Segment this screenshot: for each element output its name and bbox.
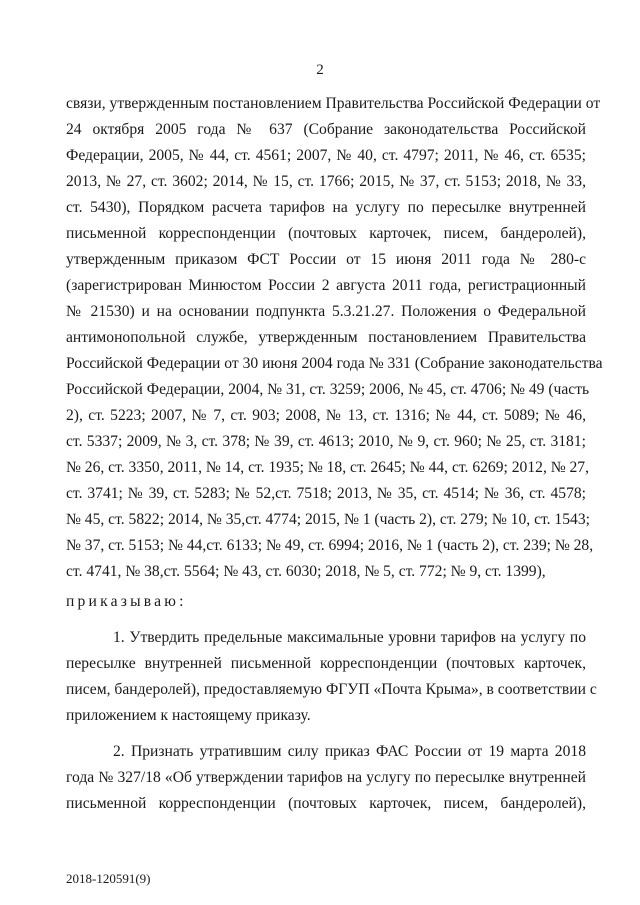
paragraph-line: 24 октября 2005 года № 637 (Собрание законодательства Российской [66, 121, 586, 138]
paragraph-line: (зарегистрирован Минюстом России 2 августа 2011 года, регистрационный [66, 277, 586, 294]
item1-line: 1. Утвердить предельные максимальные уровни тарифов на услугу по [113, 629, 586, 646]
paragraph-line: Российской Федерации, 2004, № 31, ст. 3259; 2006, № 45, ст. 4706; № 49 (часть [66, 381, 590, 398]
paragraph-line: связи, утвержденным постановлением Правительства Российской Федерации от [66, 95, 601, 112]
paragraph-line: № 26, ст. 3350, 2011, № 14, ст. 1935; № 18, ст. 2645; № 44, ст. 6269; 2012, № 27, [66, 459, 590, 476]
paragraph-line: 2), ст. 5223; 2007, № 7, ст. 903; 2008, № 13, ст. 1316; № 44, ст. 5089; № 46, [66, 407, 586, 424]
paragraph-line: № 21530) и на основании подпункта 5.3.21.27. Положения о Федеральной [66, 303, 586, 320]
paragraph-line-last: ст. 4741, № 38,ст. 5564; № 43, ст. 6030; 2018, № 5, ст. 772; № 9, ст. 1399), [66, 563, 546, 580]
paragraph-line: письменной корреспонденции (почтовых карточек, писем, бандеролей), [66, 225, 586, 242]
paragraph-line: ст. 5337; 2009, № 3, ст. 378; № 39, ст. 4613; 2010, № 9, ст. 960; № 25, ст. 3181; [66, 433, 586, 450]
paragraph-line: ст. 5430), Порядком расчета тарифов на услугу по пересылке внутренней [66, 199, 586, 216]
paragraph-line: ст. 3741; № 39, ст. 5283; № 52,ст. 7518; 2013, № 35, ст. 4514; № 36, ст. 4578; [66, 485, 586, 502]
document-registration-code: 2018-120591(9) [66, 871, 151, 886]
paragraph-line: № 45, ст. 5822; 2014, № 35,ст. 4774; 2015, № 1 (часть 2), ст. 279; № 10, ст. 1543; [66, 511, 590, 528]
item2-line: года № 327/18 «Об утверждении тарифов на услугу по пересылке внутренней [66, 769, 586, 786]
paragraph-line: 2013, № 27, ст. 3602; 2014, № 15, ст. 1766; 2015, № 37, ст. 5153; 2018, № 33, [66, 173, 586, 190]
paragraph-line: утвержденным приказом ФСТ России от 15 июня 2011 года № 280-с [66, 251, 586, 268]
item1-line: писем, бандеролей), предоставляемую ФГУП «Почта Крыма», в соответствии с [66, 681, 597, 698]
item1-line-last: приложением к настоящему приказу. [66, 707, 311, 724]
paragraph-line: антимонопольной службе, утвержденным постановлением Правительства [66, 329, 586, 346]
paragraph-line: Российской Федерации от 30 июня 2004 года № 331 (Собрание законодательства [66, 355, 603, 372]
item2-line: письменной корреспонденции (почтовых карточек, писем, бандеролей), [66, 795, 586, 812]
paragraph-line: № 37, ст. 5153; № 44,ст. 6133; № 49, ст. 6994; 2016, № 1 (часть 2), ст. 239; № 28, [66, 537, 594, 554]
order-word: приказываю: [66, 593, 187, 610]
paragraph-line: Федерации, 2005, № 44, ст. 4561; 2007, № 40, ст. 4797; 2011, № 46, ст. 6535; [66, 147, 586, 164]
item1-line: пересылке внутренней письменной корреспонденции (почтовых карточек, [66, 655, 586, 672]
page-number: 2 [316, 62, 324, 78]
item2-line: 2. Признать утратившим силу приказ ФАС России от 19 марта 2018 [113, 743, 586, 760]
